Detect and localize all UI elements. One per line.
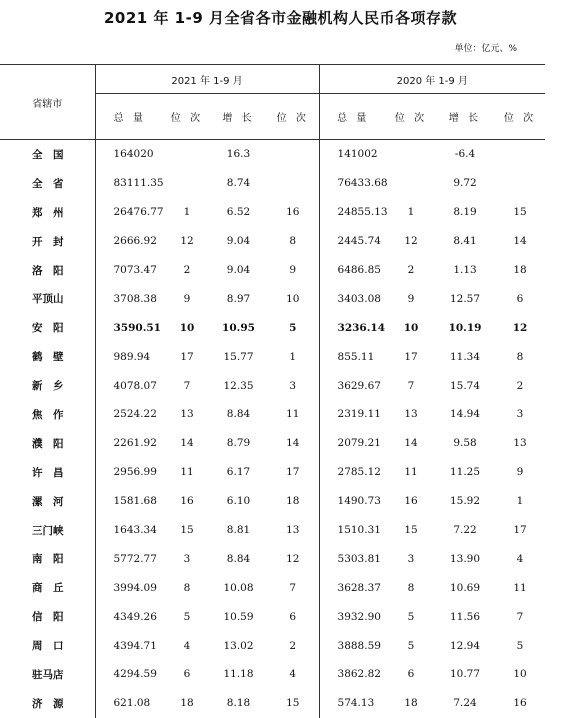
cell-rank-2021: 18	[180, 697, 194, 710]
cell-rank-2021: 4	[183, 639, 191, 652]
cell-rank-2020: 13	[404, 408, 418, 421]
cell-total-2020: 3628.37	[337, 581, 381, 594]
table-row	[0, 487, 545, 516]
cell-total-2021: 4349.26	[113, 610, 157, 623]
cell-total-2021: 5772.77	[113, 552, 157, 565]
cell-growth-rank-2021: 9	[267, 256, 319, 285]
cell-total-2020: 2319.11	[337, 408, 381, 421]
cell-rank-2020: 15	[404, 524, 418, 537]
cell-rank-2020: 3	[407, 552, 415, 565]
cell-growth-rank-2020: 11	[513, 581, 527, 594]
cell-total-2020: 574.13	[337, 697, 375, 710]
cell-growth-rank-2021: 16	[267, 198, 319, 227]
table-row	[0, 284, 545, 313]
cell-rank-2020	[387, 140, 435, 169]
col-header-rank-2021: 位 次	[164, 94, 210, 140]
cell-growth-2021: 10.95	[222, 321, 255, 334]
table-row	[0, 256, 545, 285]
city-name: 焦 作	[0, 400, 95, 429]
cell-growth-2020: 8.19	[453, 206, 477, 219]
cell-growth-2020: 11.34	[449, 350, 481, 363]
cell-growth-rank-2021: 5	[267, 313, 319, 342]
cell-rank-2021	[164, 169, 210, 198]
cell-total-2021: 989.94	[113, 350, 151, 363]
cell-growth-2020: 9.72	[453, 177, 477, 190]
cell-rank-2020: 11	[404, 466, 418, 479]
cell-growth-2021: 6.10	[226, 495, 251, 508]
cell-growth-2020: -6.4	[454, 148, 476, 161]
cell-rank-2021: 15	[180, 524, 194, 537]
city-name: 驻马店	[0, 660, 95, 689]
cell-rank-2020: 7	[407, 379, 415, 392]
cell-growth-2021: 8.97	[226, 292, 251, 305]
cell-total-2021: 1581.68	[113, 495, 157, 508]
cell-total-2021: 3590.51	[113, 321, 161, 334]
cell-rank-2021: 9	[183, 292, 191, 305]
cell-growth-2020: 15.92	[449, 495, 481, 508]
cell-growth-2021: 15.77	[223, 350, 254, 363]
cell-total-2021: 83111.35	[113, 177, 164, 190]
cell-growth-rank-2021	[267, 169, 319, 198]
cell-growth-rank-2020: 10	[513, 668, 527, 681]
city-name: 全 省	[0, 169, 95, 198]
cell-rank-2021: 12	[180, 235, 194, 248]
city-column-header: 省辖市	[0, 65, 95, 140]
cell-total-2020: 855.11	[337, 350, 375, 363]
cell-growth-rank-2021: 6	[267, 602, 319, 631]
table-row	[0, 602, 545, 631]
cell-rank-2021: 3	[183, 552, 191, 565]
cell-total-2021: 2666.92	[113, 235, 157, 248]
cell-rank-2021: 13	[180, 408, 194, 421]
cell-growth-2021: 6.17	[226, 466, 251, 479]
cell-rank-2020: 12	[404, 235, 418, 248]
cell-growth-rank-2020: 2	[516, 379, 524, 392]
cell-rank-2021: 10	[179, 321, 195, 334]
table-row	[0, 169, 545, 198]
cell-total-2021: 621.08	[113, 697, 151, 710]
col-header-growth-rank-2020: 位 次	[495, 94, 545, 140]
table-row	[0, 198, 545, 227]
cell-growth-2020: 11.56	[449, 610, 481, 623]
cell-rank-2020: 5	[407, 639, 415, 652]
city-name: 三门峡	[0, 516, 95, 545]
cell-rank-2021: 8	[183, 581, 191, 594]
cell-rank-2020: 10	[403, 321, 419, 334]
cell-growth-2021: 13.02	[223, 639, 254, 652]
cell-growth-2021: 11.18	[223, 668, 254, 681]
cell-total-2020: 2445.74	[337, 235, 381, 248]
cell-total-2020: 1510.31	[337, 524, 381, 537]
cell-growth-rank-2021: 3	[267, 371, 319, 400]
cell-total-2021: 2524.22	[113, 408, 157, 421]
cell-rank-2020: 8	[407, 581, 415, 594]
cell-rank-2021: 16	[180, 495, 194, 508]
cell-rank-2021: 11	[180, 466, 194, 479]
cell-total-2021: 26476.77	[113, 206, 164, 219]
table-row	[0, 429, 545, 458]
cell-total-2020: 141002	[337, 148, 378, 161]
cell-rank-2020: 17	[404, 350, 418, 363]
table-row	[0, 573, 545, 602]
cell-rank-2020: 6	[407, 668, 415, 681]
col-header-rank-2020: 位 次	[387, 94, 435, 140]
cell-total-2020: 5303.81	[337, 552, 381, 565]
cell-growth-2021: 8.84	[226, 408, 251, 421]
table-row	[0, 371, 545, 400]
cell-growth-rank-2021	[267, 140, 319, 169]
cell-growth-rank-2020: 14	[513, 235, 527, 248]
cell-growth-2021: 8.79	[226, 437, 251, 450]
cell-growth-2021: 12.35	[223, 379, 254, 392]
cell-growth-2021: 8.18	[226, 697, 251, 710]
cell-growth-rank-2021: 13	[267, 516, 319, 545]
cell-total-2021: 3994.09	[113, 581, 157, 594]
city-name: 周 口	[0, 631, 95, 660]
group-header-2020: 2020 年 1-9 月	[319, 65, 545, 94]
cell-total-2021: 4294.59	[113, 668, 157, 681]
city-name: 漯 河	[0, 487, 95, 516]
city-name: 南 阳	[0, 544, 95, 573]
cell-rank-2021: 7	[183, 379, 191, 392]
unit-note: 单位：亿元、%	[454, 44, 517, 54]
cell-total-2020: 3932.90	[337, 610, 381, 623]
city-name: 郑 州	[0, 198, 95, 227]
cell-growth-rank-2021: 14	[267, 429, 319, 458]
cell-total-2020: 2079.21	[337, 437, 381, 450]
group-header-2021: 2021 年 1-9 月	[95, 65, 319, 94]
table-row	[0, 516, 545, 545]
cell-growth-rank-2020	[495, 140, 545, 169]
cell-growth-2021: 6.52	[226, 206, 251, 219]
cell-growth-2020: 7.24	[453, 697, 477, 710]
cell-rank-2021: 1	[183, 206, 191, 219]
cell-rank-2020: 1	[407, 206, 415, 219]
city-name: 安 阳	[0, 313, 95, 342]
table-row	[0, 458, 545, 487]
cell-growth-2020: 9.58	[453, 437, 477, 450]
cell-total-2020: 6486.85	[337, 264, 381, 276]
cell-growth-rank-2020: 5	[516, 639, 524, 652]
cell-total-2021: 164020	[113, 148, 154, 161]
cell-total-2021: 2956.99	[113, 466, 157, 479]
cell-growth-2020: 8.41	[453, 235, 477, 248]
cell-total-2020: 2785.12	[337, 466, 381, 479]
cell-growth-2020: 10.19	[448, 321, 482, 334]
col-header-growth-rank-2021: 位 次	[267, 94, 319, 140]
table-row	[0, 544, 545, 573]
table-row	[0, 227, 545, 256]
cell-growth-rank-2020: 17	[513, 524, 527, 537]
cell-growth-rank-2020	[495, 169, 545, 198]
city-name: 许 昌	[0, 458, 95, 487]
cell-growth-rank-2021: 18	[267, 487, 319, 516]
col-header-growth-2021: 增 长	[210, 94, 267, 140]
city-name: 濮 阳	[0, 429, 95, 458]
cell-rank-2020: 16	[404, 495, 418, 508]
table-row	[0, 660, 545, 689]
cell-growth-2021: 10.08	[223, 581, 254, 594]
table-row	[0, 342, 545, 371]
cell-growth-rank-2021: 7	[267, 573, 319, 602]
cell-growth-rank-2021: 10	[267, 284, 319, 313]
cell-growth-2020: 10.77	[449, 668, 481, 681]
cell-rank-2020: 18	[404, 697, 418, 710]
cell-growth-rank-2021: 8	[267, 227, 319, 256]
cell-rank-2020: 9	[407, 292, 415, 305]
col-header-growth-2020: 增 长	[435, 94, 495, 140]
table-row	[0, 400, 545, 429]
cell-total-2021: 4394.71	[113, 639, 157, 652]
cell-growth-rank-2020: 16	[513, 697, 527, 710]
page-title: 2021 年 1-9 月全省各市金融机构人民币各项存款	[103, 9, 458, 27]
city-name: 全 国	[0, 140, 95, 169]
table-row	[0, 689, 545, 718]
city-name: 开 封	[0, 227, 95, 256]
city-name: 平顶山	[0, 284, 95, 313]
table-row	[0, 140, 545, 169]
cell-total-2020: 3236.14	[337, 321, 386, 334]
cell-total-2021: 3708.38	[113, 292, 157, 305]
cell-rank-2020: 5	[407, 610, 415, 623]
col-header-total-2020: 总 量	[319, 94, 387, 140]
cell-growth-2020: 14.94	[449, 408, 481, 421]
cell-growth-2021: 8.84	[226, 552, 251, 565]
cell-growth-2020: 11.25	[449, 466, 481, 479]
cell-rank-2021: 5	[183, 610, 191, 623]
city-name: 洛 阳	[0, 256, 95, 285]
city-name: 鹤 壁	[0, 342, 95, 371]
table-body	[0, 140, 545, 718]
deposit-table	[0, 64, 545, 718]
cell-growth-2020: 13.90	[449, 552, 481, 565]
table-row	[0, 631, 545, 660]
cell-growth-rank-2020: 18	[513, 264, 527, 276]
cell-total-2020: 76433.68	[337, 177, 388, 190]
cell-growth-rank-2021: 15	[267, 689, 319, 718]
cell-rank-2020	[387, 169, 435, 198]
cell-growth-2020: 1.13	[453, 264, 477, 276]
cell-growth-2020: 7.22	[453, 524, 477, 537]
cell-growth-rank-2021: 2	[267, 631, 319, 660]
cell-growth-2021: 9.04	[226, 235, 251, 248]
cell-growth-rank-2020: 12	[512, 321, 528, 334]
cell-growth-rank-2020: 8	[516, 350, 524, 363]
cell-growth-rank-2020: 13	[513, 437, 527, 450]
cell-growth-rank-2021: 17	[267, 458, 319, 487]
cell-total-2020: 1490.73	[337, 495, 381, 508]
cell-total-2020: 3862.82	[337, 668, 381, 681]
cell-growth-2021: 10.59	[223, 610, 254, 623]
cell-growth-rank-2021: 12	[267, 544, 319, 573]
cell-rank-2021: 2	[183, 264, 191, 276]
cell-growth-rank-2020: 1	[516, 495, 524, 508]
cell-total-2020: 3403.08	[337, 292, 381, 305]
cell-total-2021: 2261.92	[113, 437, 157, 450]
cell-growth-2020: 15.74	[449, 379, 481, 392]
cell-growth-rank-2021: 11	[267, 400, 319, 429]
cell-total-2021: 7073.47	[113, 264, 157, 276]
cell-total-2020: 24855.13	[337, 206, 388, 219]
col-header-total-2021: 总 量	[95, 94, 164, 140]
cell-growth-rank-2021: 1	[267, 342, 319, 371]
cell-growth-rank-2020: 3	[516, 408, 524, 421]
city-name: 济 源	[0, 689, 95, 718]
cell-growth-2020: 10.69	[449, 581, 481, 594]
cell-rank-2020: 14	[404, 437, 418, 450]
city-name: 商 丘	[0, 573, 95, 602]
cell-rank-2021	[164, 140, 210, 169]
cell-total-2021: 1643.34	[113, 524, 157, 537]
cell-growth-rank-2021: 4	[267, 660, 319, 689]
cell-total-2021: 4078.07	[113, 379, 157, 392]
table-row	[0, 313, 545, 342]
cell-growth-rank-2020: 7	[516, 610, 524, 623]
cell-total-2020: 3629.67	[337, 379, 381, 392]
cell-rank-2021: 14	[180, 437, 194, 450]
cell-growth-2021: 16.3	[226, 148, 251, 161]
cell-total-2020: 3888.59	[337, 639, 381, 652]
cell-rank-2021: 6	[183, 668, 191, 681]
cell-growth-2020: 12.57	[449, 292, 481, 305]
cell-growth-2021: 8.74	[226, 177, 251, 190]
cell-growth-2020: 12.94	[449, 639, 481, 652]
cell-growth-rank-2020: 15	[513, 206, 527, 219]
cell-rank-2020: 2	[407, 264, 415, 276]
cell-rank-2021: 17	[180, 350, 194, 363]
cell-growth-rank-2020: 9	[516, 466, 524, 479]
city-name: 信 阳	[0, 602, 95, 631]
cell-growth-rank-2020: 4	[516, 552, 524, 565]
cell-growth-rank-2020: 6	[516, 292, 524, 305]
cell-growth-2021: 9.04	[226, 264, 251, 276]
cell-growth-2021: 8.81	[226, 524, 251, 537]
city-name: 新 乡	[0, 371, 95, 400]
